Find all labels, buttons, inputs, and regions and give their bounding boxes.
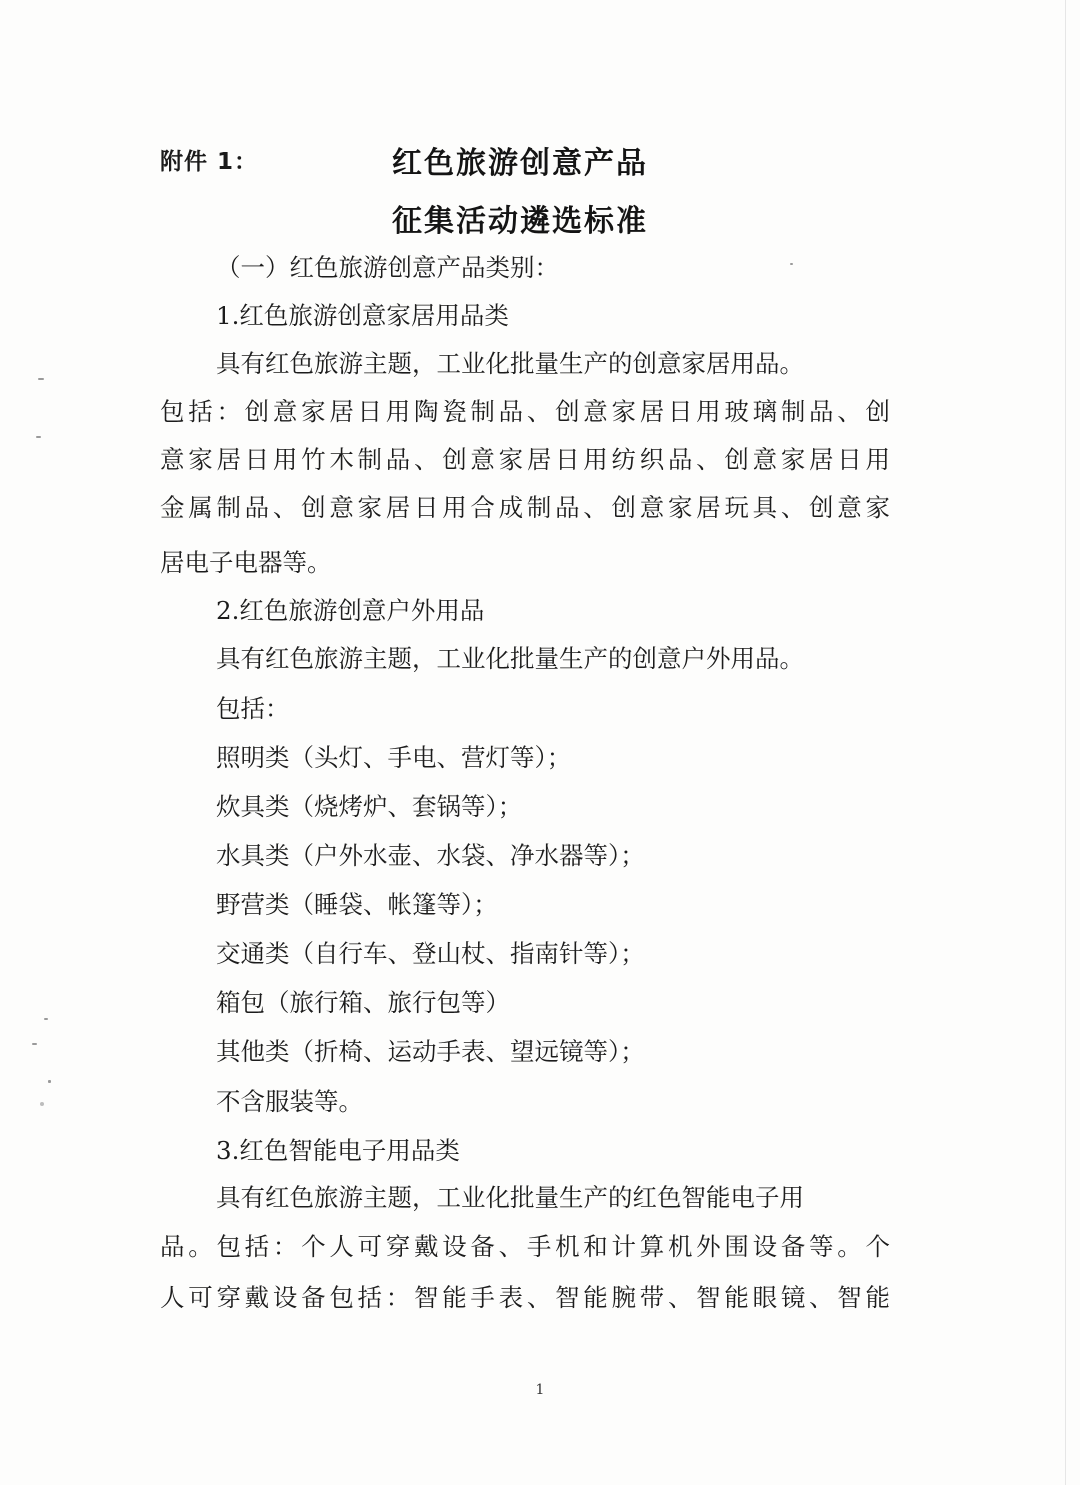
category-heading: 2.红色旅游创意户外用品	[216, 596, 485, 625]
body-line: 人可穿戴设备包括：智能手表、智能腕带、智能眼镜、智能	[160, 1283, 890, 1312]
document-title-line-2: 征集活动遴选标准	[392, 204, 648, 239]
scan-speck	[48, 1080, 51, 1083]
scan-speck	[44, 1018, 48, 1020]
scan-speck	[36, 436, 41, 438]
page-number: 1	[535, 1382, 545, 1398]
body-line: 包括：创意家居日用陶瓷制品、创意家居日用玻璃制品、创	[160, 397, 890, 426]
body-line: 居电子电器等。	[160, 548, 332, 577]
body-line: 具有红色旅游主题，工业化批量生产的创意户外用品。	[216, 644, 804, 673]
scan-speck	[38, 378, 44, 380]
scan-speck	[40, 1102, 44, 1106]
body-line: 具有红色旅游主题，工业化批量生产的红色智能电子用	[216, 1183, 804, 1212]
scan-edge	[1065, 0, 1066, 1485]
list-item: 照明类（头灯、手电、营灯等）；	[216, 743, 572, 772]
category-heading: 1.红色旅游创意家居用品类	[216, 301, 509, 330]
list-item: 箱包（旅行箱、旅行包等）	[216, 988, 510, 1017]
list-item: 野营类（睡袋、帐篷等）；	[216, 890, 498, 919]
body-line: 不含服装等。	[216, 1087, 363, 1116]
list-item: 交通类（自行车、登山杖、指南针等）；	[216, 939, 645, 968]
body-line: 具有红色旅游主题，工业化批量生产的创意家居用品。	[216, 349, 804, 378]
category-heading: 3.红色智能电子用品类	[216, 1136, 460, 1165]
body-line: 品。包括：个人可穿戴设备、手机和计算机外围设备等。个	[160, 1232, 890, 1261]
list-item: 水具类（户外水壶、水袋、净水器等）；	[216, 841, 645, 870]
body-line: 意家居日用竹木制品、创意家居日用纺织品、创意家居日用	[160, 445, 890, 474]
list-item: 炊具类（烧烤炉、套锅等）；	[216, 792, 523, 821]
list-item: 其他类（折椅、运动手表、望远镜等）；	[216, 1037, 645, 1066]
section-heading: （一）红色旅游创意产品类别：	[216, 253, 559, 282]
body-line: 包括：	[216, 694, 290, 723]
document-title-line-1: 红色旅游创意产品	[392, 146, 648, 181]
scan-speck	[32, 1043, 37, 1045]
body-line: 金属制品、创意家居日用合成制品、创意家居玩具、创意家	[160, 493, 890, 522]
scan-speck	[790, 263, 793, 265]
attachment-label: 附件 1：	[160, 149, 259, 175]
